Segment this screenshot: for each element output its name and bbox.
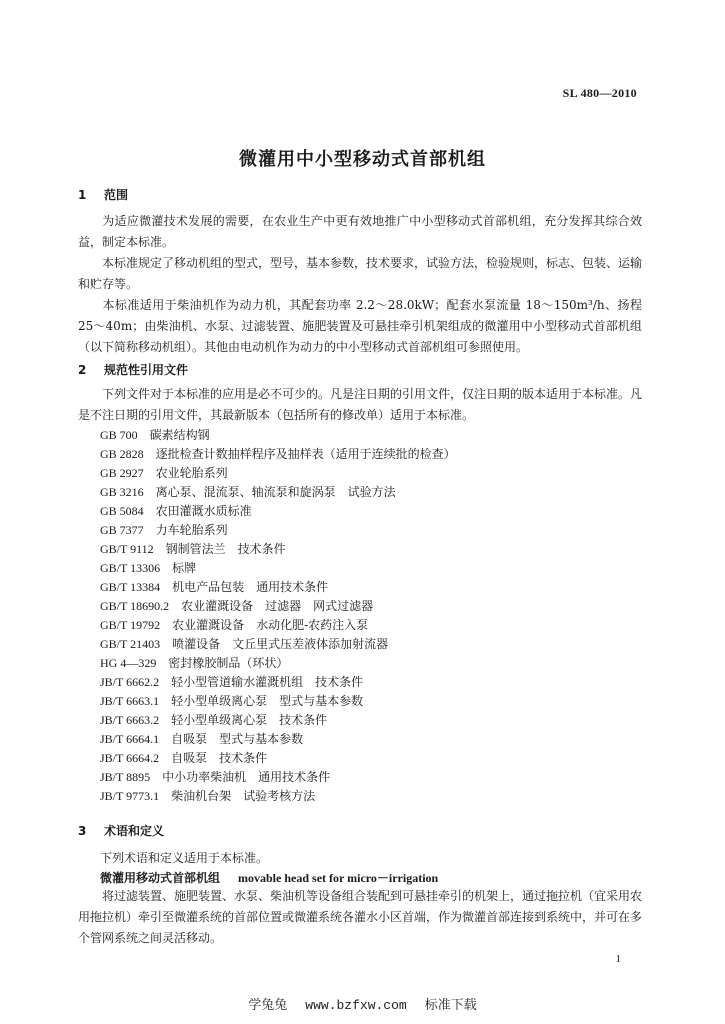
ref-code: JB/T 6663.2 [100,713,160,727]
ref-title: 标牌 [172,561,197,575]
list-item [100,616,456,635]
ref-title: 中小功率柴油机 通用技术条件 [162,770,331,784]
ref-title: 密封橡胶制品（环状） [168,656,289,670]
footer-tagline: 标准下载 [424,998,477,1013]
ref-title: 喷灌设备 文丘里式压差液体添加射流器 [172,637,389,651]
section-title: 规范性引用文件 [104,363,189,377]
ref-code: GB/T 21403 [100,637,161,651]
list-item [100,502,456,521]
list-item [100,749,456,768]
ref-title: 农业轮胎系列 [155,466,228,480]
list-item [100,464,456,483]
ref-code: GB/T 9112 [100,542,154,556]
ref-code: GB 2828 [100,447,144,461]
list-item [100,578,456,597]
section-number: 2 [78,363,87,377]
ref-code: JB/T 6664.2 [100,751,160,765]
list-item [100,692,456,711]
ref-title: 自吸泵 技术条件 [171,751,268,765]
paragraph-text: 将过滤装置、施肥装置、水泵、柴油机等设备组合装配到可悬挂牵引的机架上，通过拖拉机（宜采用农用拖拉机）牵引至微灌系统的首部位置或微灌系统各灌水小区首端，作为微灌首部连接到系统中，并可在多个管网系统之间灵活移动。 [78,889,643,945]
ref-code: JB/T 6662.2 [100,675,160,689]
section-1-heading [78,186,128,203]
section-2-heading [78,361,188,378]
footer-watermark [0,994,725,1013]
section-number: 3 [78,824,87,838]
list-item [100,426,456,445]
paragraph-text: 本标准适用于柴油机作为动力机，其配套功率 2.2～28.0kW；配套水泵流量 18～150m³/h、扬程 25～40m；由柴油机、水泵、过滤装置、施肥装置及可悬挂牵引机架组成的微灌用中小型移动式首部机组（以下简称移动机组）。其他由电动机作为动力的中小型移动式首部机组可参照使用。 [78,298,642,354]
list-item [100,597,456,616]
ref-code: GB/T 13306 [100,561,161,575]
page-number: 1 [615,953,621,965]
ref-title: 离心泵、混流泵、轴流泵和旋涡泵 试验方法 [155,485,396,499]
paragraph [78,384,642,426]
paragraph [78,211,642,253]
term-chinese: 微灌用移动式首部机组 [100,871,221,885]
list-item [100,445,456,464]
list-item [100,768,456,787]
list-item [100,483,456,502]
list-item [100,635,456,654]
ref-title: 逐批检查计数抽样程序及抽样表（适用于连续批的检查） [155,447,456,461]
section-3-heading [78,822,164,839]
footer-site-name: 学兔兔 [248,998,288,1013]
ref-title: 轻小型单级离心泵 技术条件 [171,713,328,727]
ref-title: 钢制管法兰 技术条件 [165,542,286,556]
paragraph [78,253,642,295]
term-english: movable head set for micro－irrigation [238,871,439,885]
ref-code: JB/T 6664.1 [100,732,160,746]
ref-code: JB/T 9773.1 [100,789,160,803]
ref-code: GB 700 [100,428,138,442]
paragraph-text: 本标准规定了移动机组的型式，型号，基本参数，技术要求，试验方法，检验规则，标志、包装、运输和贮存等。 [78,256,643,291]
ref-title: 农业灌溉设备 水动化肥-农药注入泵 [172,618,369,632]
ref-code: GB/T 13384 [100,580,161,594]
list-item [100,521,456,540]
ref-code: GB 3216 [100,485,144,499]
paragraph [78,295,642,358]
list-item [100,540,456,559]
ref-code: GB 7377 [100,523,144,537]
term-entry [100,869,438,886]
section-title: 术语和定义 [104,824,165,838]
paragraph-text: 为适应微灌技术发展的需要，在农业生产中更有效地推广中小型移动式首部机组，充分发挥其综合效益，制定本标准。 [78,214,642,249]
list-item [100,654,456,673]
term-definition [78,886,642,949]
normative-references-list [100,426,456,806]
ref-title: 力车轮胎系列 [155,523,228,537]
ref-title: 农田灌溉水质标准 [155,504,252,518]
ref-code: HG 4—329 [100,656,157,670]
ref-title: 自吸泵 型式与基本参数 [171,732,304,746]
ref-code: GB 2927 [100,466,144,480]
ref-code: JB/T 8895 [100,770,151,784]
ref-code: GB/T 18690.2 [100,599,170,613]
list-item [100,711,456,730]
ref-title: 轻小型单级离心泵 型式与基本参数 [171,694,364,708]
section-title: 范围 [104,188,129,202]
list-item [100,730,456,749]
paragraph-text: 下列文件对于本标准的应用是必不可少的。凡是注日期的引用文件，仅注日期的版本适用于本标准。凡是不注日期的引用文件，其最新版本（包括所有的修改单）适用于本标准。 [78,387,643,422]
document-title: 微灌用中小型移动式首部机组 [239,149,486,170]
ref-code: JB/T 6663.1 [100,694,160,708]
ref-title: 农业灌溉设备 过滤器 网式过滤器 [181,599,374,613]
ref-title: 柴油机台架 试验考核方法 [171,789,316,803]
standard-code: SL 480—2010 [562,86,637,100]
ref-code: GB 5084 [100,504,144,518]
ref-title: 机电产品包装 通用技术条件 [172,580,329,594]
ref-title: 轻小型管道输水灌溉机组 技术条件 [171,675,364,689]
section-number: 1 [78,188,87,202]
ref-title: 碳素结构钢 [149,428,210,442]
terms-intro: 下列术语和定义适用于本标准。 [100,851,269,865]
list-item [100,559,456,578]
list-item [100,673,456,692]
ref-code: GB/T 19792 [100,618,161,632]
list-item [100,787,456,806]
footer-url[interactable]: www.bzfxw.com [305,998,407,1013]
